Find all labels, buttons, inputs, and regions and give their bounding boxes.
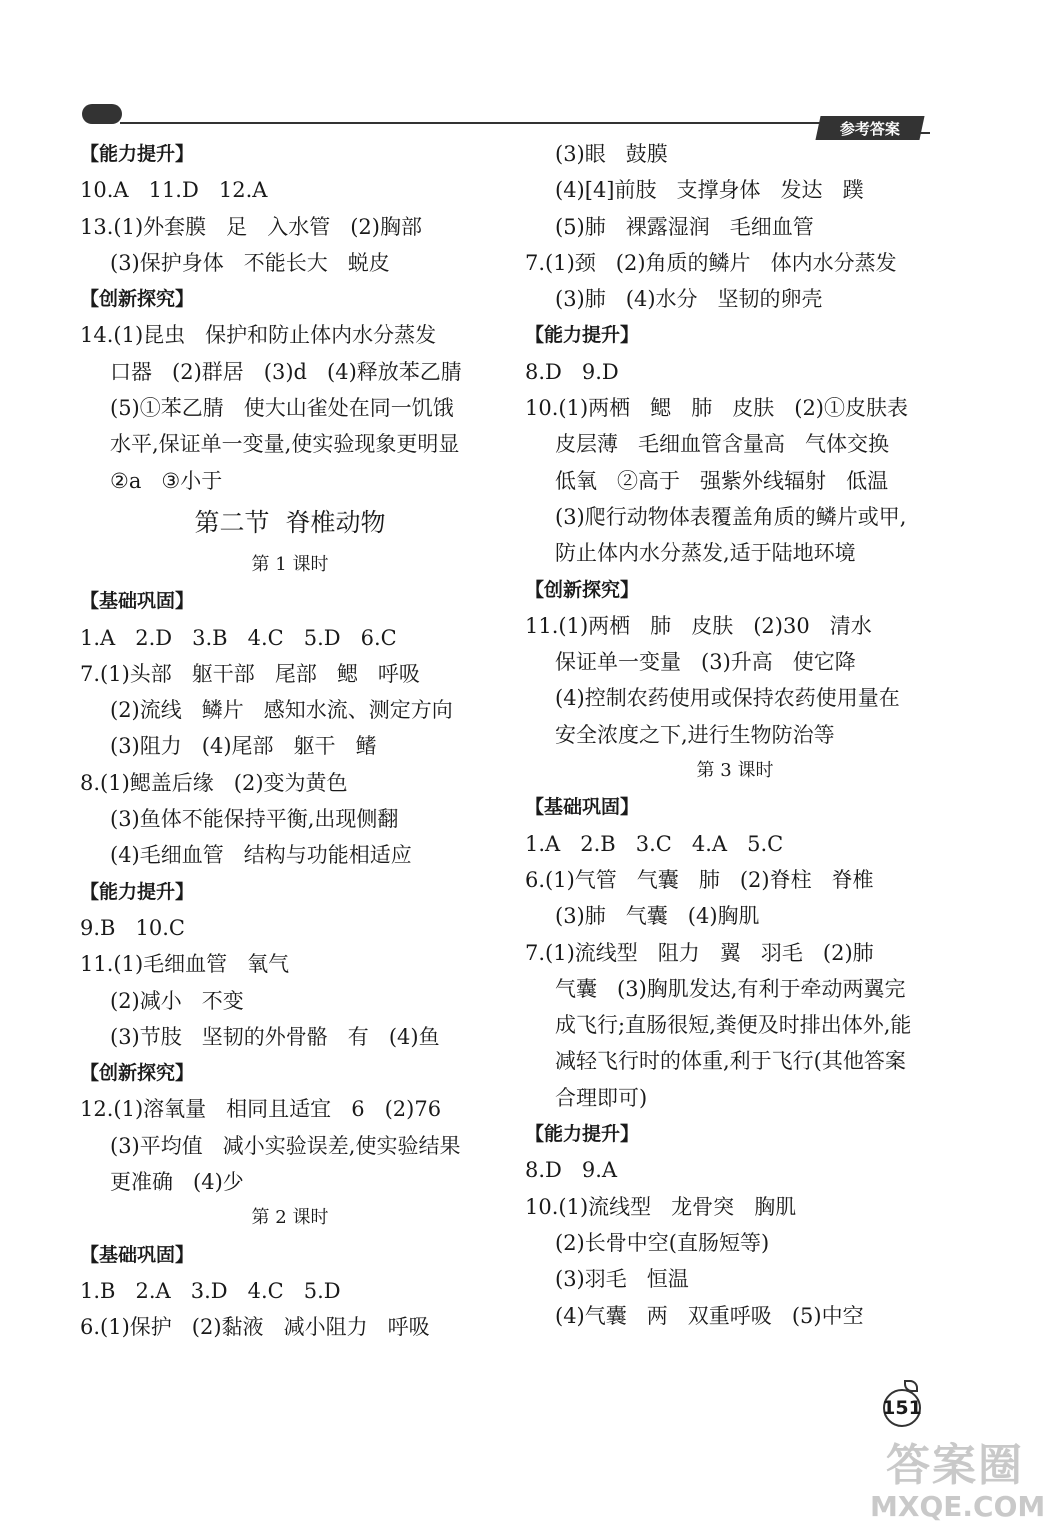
answer-line: (3)阻力 (4)尾部 躯干 鳍 xyxy=(110,734,377,759)
section-heading: 【能力提升】 xyxy=(525,324,640,347)
answer-line: 9.B 10.C xyxy=(80,915,185,940)
answer-line: (2)减小 不变 xyxy=(110,988,244,1013)
section-heading: 【基础巩固】 xyxy=(80,590,195,613)
answer-line: 皮层薄 毛细血管含量高 气体交换 xyxy=(555,432,890,457)
section-heading: 【能力提升】 xyxy=(525,1123,640,1146)
answer-line: (3)羽毛 恒温 xyxy=(555,1267,689,1292)
lesson-title: 第 3 课时 xyxy=(696,760,774,782)
section-heading: 【能力提升】 xyxy=(80,880,195,903)
section-heading: 【创新探究】 xyxy=(525,578,640,601)
answer-line: 7.(1)头部 躯干部 尾部 鳃 呼吸 xyxy=(80,661,420,686)
answer-line: 10.A 11.D 12.A xyxy=(80,178,268,203)
lesson-title: 第 2 课时 xyxy=(251,1207,329,1229)
answer-line: (4)气囊 两 双重呼吸 (5)中空 xyxy=(555,1303,864,1328)
answer-line: 安全浓度之下,进行生物防治等 xyxy=(555,722,835,747)
answer-line: 8.(1)鳃盖后缘 (2)变为黄色 xyxy=(80,770,348,795)
answer-line: 8.D 9.A xyxy=(525,1158,618,1183)
answer-line: (3)节肢 坚韧的外骨骼 有 (4)鱼 xyxy=(110,1024,440,1049)
chapter-title: 第二节 脊椎动物 xyxy=(194,507,386,537)
section-heading: 【基础巩固】 xyxy=(525,796,640,819)
answer-line: 6.(1)保护 (2)黏液 减小阻力 呼吸 xyxy=(80,1315,430,1340)
answer-line: 口器 (2)群居 (3)d (4)释放苯乙腈 xyxy=(110,359,462,384)
section-heading: 【能力提升】 xyxy=(80,143,195,165)
left-column xyxy=(80,136,500,1346)
answer-line: (3)肺 (4)水分 坚韧的卵壳 xyxy=(555,287,823,312)
answer-line: 11.(1)毛细血管 氧气 xyxy=(80,952,290,977)
answer-line: 更准确 (4)少 xyxy=(110,1170,244,1195)
answer-line: 减轻飞行时的体重,利于飞行(其他答案 xyxy=(555,1049,906,1074)
lesson-title: 第 1 课时 xyxy=(251,553,329,575)
answer-line: 13.(1)外套膜 足 入水管 (2)胸部 xyxy=(80,214,422,239)
section-heading: 【基础巩固】 xyxy=(80,1243,195,1266)
answer-line: 水平,保证单一变量,使实验现象更明显 xyxy=(110,432,460,457)
watermark-logo-text: 答案圈 xyxy=(886,1440,1024,1491)
answer-line: 8.D 9.D xyxy=(525,359,619,384)
answer-line: (4)[4]前肢 支撑身体 发达 蹼 xyxy=(555,178,864,203)
section-heading: 【创新探究】 xyxy=(80,1062,195,1085)
page-header xyxy=(0,0,1048,150)
answer-line: 气囊 (3)胸肌发达,有利于牵动两翼完 xyxy=(555,976,906,1001)
answer-line: 合理即可) xyxy=(555,1085,648,1110)
answer-line: 7.(1)流线型 阻力 翼 羽毛 (2)肺 xyxy=(525,940,874,965)
answer-line: (3)鱼体不能保持平衡,出现侧翻 xyxy=(110,807,399,832)
answer-line: 保证单一变量 (3)升高 使它降 xyxy=(555,650,856,675)
answer-line: (2)流线 鳞片 感知水流、测定方向 xyxy=(110,698,453,723)
answer-line: (5)①苯乙腈 使大山雀处在同一饥饿 xyxy=(110,396,454,421)
right-column xyxy=(525,136,945,1334)
answer-line: 12.(1)溶氧量 相同且适宜 6 (2)76 xyxy=(80,1097,442,1122)
answer-line: 7.(1)颈 (2)角质的鳞片 体内水分蒸发 xyxy=(525,250,897,275)
answer-line: 10.(1)两栖 鳃 肺 皮肤 (2)①皮肤表 xyxy=(525,396,908,421)
answer-line: (4)毛细血管 结构与功能相适应 xyxy=(110,843,412,868)
answer-line: 11.(1)两栖 肺 皮肤 (2)30 清水 xyxy=(525,613,872,638)
answer-line: (4)控制农药使用或保持农药使用量在 xyxy=(555,686,900,711)
header-rule xyxy=(120,122,920,124)
watermark xyxy=(870,1440,1046,1530)
answer-line: 1.A 2.B 3.C 4.A 5.C xyxy=(525,831,784,856)
watermark-url: MXQE.COM xyxy=(870,1490,1046,1523)
answer-line: (3)肺 气囊 (4)胸肌 xyxy=(555,904,760,929)
answer-line: (3)爬行动物体表覆盖角质的鳞片或甲, xyxy=(555,504,907,529)
answer-line: (3)眼 鼓膜 xyxy=(555,142,668,166)
answer-line: 1.A 2.D 3.B 4.C 5.D 6.C xyxy=(80,625,397,650)
header-ornament xyxy=(82,104,122,124)
answer-line: (2)长骨中空(直肠短等) xyxy=(555,1230,770,1255)
answer-line: 低氧 ②高于 强紫外线辐射 低温 xyxy=(555,468,889,493)
answer-line: (3)保护身体 不能长大 蜕皮 xyxy=(110,250,390,275)
answer-line: 成飞行;直肠很短,粪便及时排出体外,能 xyxy=(555,1013,912,1038)
answer-line: ②a ③小于 xyxy=(110,468,223,493)
section-heading: 【创新探究】 xyxy=(80,288,195,311)
answer-line: 防止体内水分蒸发,适于陆地环境 xyxy=(555,541,856,566)
answer-line: 10.(1)流线型 龙骨突 胸肌 xyxy=(525,1194,797,1219)
answer-line: (5)肺 裸露湿润 毛细血管 xyxy=(555,214,814,239)
answer-line: (3)平均值 减小实验误差,使实验结果 xyxy=(110,1133,461,1158)
answer-line: 14.(1)昆虫 保护和防止体内水分蒸发 xyxy=(80,323,437,348)
page-number: 151 xyxy=(883,1389,921,1427)
answer-key-badge-text: 参考答案 xyxy=(839,119,900,138)
answer-line: 1.B 2.A 3.D 4.C 5.D xyxy=(80,1278,341,1303)
answer-line: 6.(1)气管 气囊 肺 (2)脊柱 脊椎 xyxy=(525,867,874,892)
